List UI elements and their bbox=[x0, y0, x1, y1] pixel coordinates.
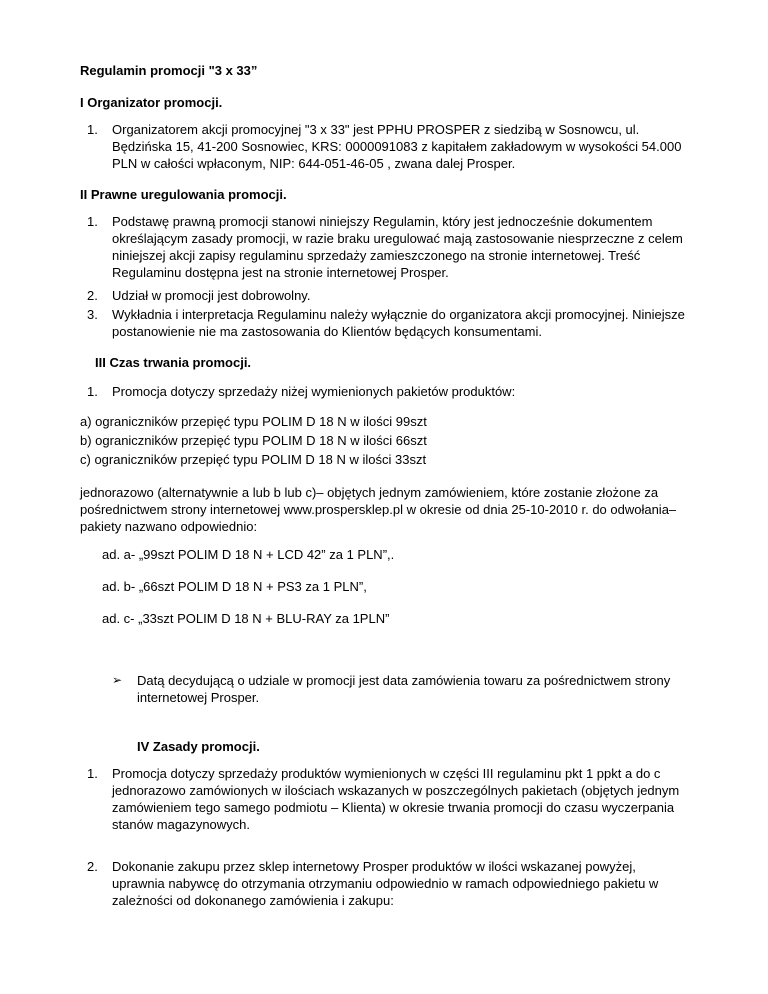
list-number: 2. bbox=[87, 859, 98, 874]
section-2-item-3 bbox=[87, 306, 692, 340]
list-number: 1. bbox=[87, 766, 98, 781]
section-2-item-2 bbox=[87, 287, 692, 304]
sub-item-c: c) ograniczników przepięć typu POLIM D 18 N w ilości 33szt bbox=[80, 452, 427, 467]
bullet-item bbox=[112, 672, 697, 706]
sub-item-a: a) ograniczników przepięć typu POLIM D 18 N w ilości 99szt bbox=[80, 414, 427, 429]
list-item-text: Podstawę prawną promocji stanowi niniejszy Regulamin, który jest jednocześnie dokumentem określającym zasady promocji, w razie braku uregulować mają zastosowanie niesprzeczne z celem niniejszej akcji zapisy regulaminu sprzedaży zamieszczonego na stronie internetowej. Treść Regulaminu dostępna jest na stronie internetowej Prosper. bbox=[112, 214, 683, 280]
sub-item-b: b) ograniczników przepięć typu POLIM D 18 N w ilości 66szt bbox=[80, 433, 427, 448]
section-2-heading: II Prawne uregulowania promocji. bbox=[80, 187, 287, 202]
section-4-heading: IV Zasady promocji. bbox=[137, 739, 260, 754]
section-1-item-1 bbox=[87, 121, 692, 172]
arrow-bullet-icon: ➢ bbox=[112, 673, 123, 687]
section-1-heading: I Organizator promocji. bbox=[80, 95, 223, 110]
bullet-text: Datą decydującą o udziale w promocji jest data zamówienia towaru za pośrednictwem strony internetowej Prosper. bbox=[137, 673, 671, 705]
section-2-item-1 bbox=[87, 213, 692, 281]
package-a-name: ad. a- „99szt POLIM D 18 N + LCD 42” za 1 PLN”,. bbox=[102, 547, 395, 562]
document-title: Regulamin promocji "3 x 33” bbox=[80, 63, 258, 78]
list-item-text: Wykładnia i interpretacja Regulaminu należy wyłącznie do organizatora akcji promocyjnej. Niniejsze postanowienie nie ma zastosowania do Klientów będących konsumentami. bbox=[112, 307, 685, 339]
list-number: 1. bbox=[87, 214, 98, 229]
package-b-name: ad. b- „66szt POLIM D 18 N + PS3 za 1 PLN”, bbox=[102, 579, 367, 594]
list-item-text: Organizatorem akcji promocyjnej "3 x 33" jest PPHU PROSPER z siedzibą w Sosnowcu, ul. Będzińska 15, 41-200 Sosnowiec, KRS: 0000091083 z kapitałem zakładowym w wysokości 54.000 PLN w całości wpłaconym, NIP: 644-051-46-05 , zwana dalej Prosper. bbox=[112, 122, 682, 171]
list-item-text: Promocja dotyczy sprzedaży niżej wymienionych pakietów produktów: bbox=[112, 384, 516, 399]
list-number: 1. bbox=[87, 384, 98, 399]
section-3-heading: III Czas trwania promocji. bbox=[95, 355, 252, 370]
list-number: 1. bbox=[87, 122, 98, 137]
section-3-item-1 bbox=[87, 383, 692, 400]
list-item-text: Dokonanie zakupu przez sklep internetowy Prosper produktów w ilości wskazanej powyżej, uprawnia nabywcę do otrzymania otrzymaniu odpowiednio w ramach odpowiedniego pakietu w zależności od dokonanego zamówienia i zakupu: bbox=[112, 859, 659, 908]
list-item-text: Udział w promocji jest dobrowolny. bbox=[112, 288, 311, 303]
list-number: 3. bbox=[87, 307, 98, 322]
section-3-paragraph: jednorazowo (alternatywnie a lub b lub c)– objętych jednym zamówieniem, które zostanie złożone za pośrednictwem strony internetowej www.prospersklep.pl w okresie od dnia 25-10-2010 r. do odwołania– pakiety nazwano odpowiednio: bbox=[80, 485, 677, 534]
list-number: 2. bbox=[87, 288, 98, 303]
section-4-item-1 bbox=[87, 765, 692, 833]
list-item-text: Promocja dotyczy sprzedaży produktów wymienionych w części III regulaminu pkt 1 ppkt a do c jednorazowo zamówionych w ilościach wskazanych w poszczególnych pakietach (objętych jednym zamówieniem tego samego podmiotu – Klienta) w okresie trwania promocji do czasu wyczerpania stanów magazynowych. bbox=[112, 766, 680, 832]
package-c-name: ad. c- „33szt POLIM D 18 N + BLU-RAY za 1PLN” bbox=[102, 611, 390, 626]
section-4-item-2 bbox=[87, 858, 692, 909]
